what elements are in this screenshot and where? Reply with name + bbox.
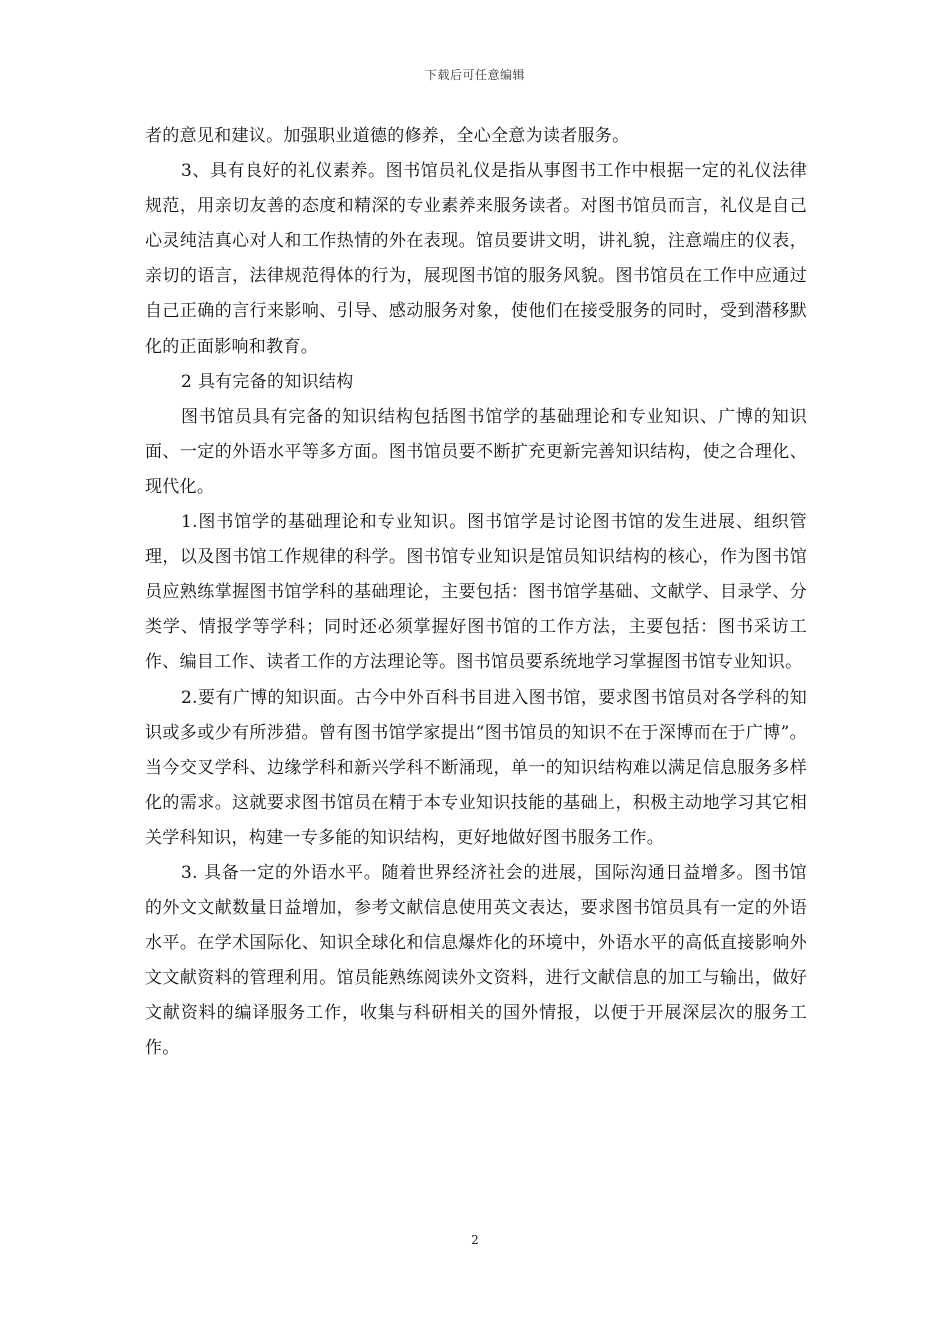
paragraph-etiquette: 3、具有良好的礼仪素养。图书馆员礼仪是指从事图书工作中根据一定的礼仪法律规范，用亲切友善的态度和精深的专业素养来服务读者。对图书馆员而言，礼仪是自己心灵纯洁真心对人和工作热情的外在表现。馆员要讲文明，讲礼貌，注意端庄的仪表，亲切的语言，法律规范得体的行为，展现图书馆的服务风貌。图书馆员在工作中应通过自己正确的言行来影响、引导、感动服务对象，使他们在接受服务的同时，受到潜移默化的正面影响和教育。 (145, 161, 807, 357)
paragraph-knowledge-intro: 图书馆员具有完备的知识结构包括图书馆学的基础理论和专业知识、广博的知识面、一定的外语水平等多方面。图书馆员要不断扩充更新完善知识结构，使之合理化、现代化。 (145, 406, 807, 497)
paragraph-continuation: 者的意见和建议。加强职业道德的修养，全心全意为读者服务。 (145, 126, 630, 146)
paragraph-foreign-language: 3. 具备一定的外语水平。随着世界经济社会的进展，国际沟通日益增多。图书馆的外文文献数量日益增加，参考文献信息使用英文表达，要求图书馆员具有一定的外语水平。在学术国际化、知识全球化和信息爆炸化的环境中，外语水平的高低直接影响外文文献资料的管理利用。馆员能熟练阅读外文资料，进行文献信息的加工与输出，做好文献资料的编译服务工作，收集与科研相关的国外情报，以便于开展深层次的服务工作。 (145, 862, 807, 1059)
page-number: 2 (471, 1233, 479, 1247)
section-heading-knowledge-structure: 2 具有完备的知识结构 (181, 371, 354, 392)
document-body (145, 119, 807, 1067)
header-note: 下载后可任意编辑 (424, 68, 525, 82)
paragraph-library-science: 1.图书馆学的基础理论和专业知识。图书馆学是讨论图书馆的发生进展、组织管理，以及图书馆工作规律的科学。图书馆专业知识是馆员知识结构的核心，作为图书馆员应熟练掌握图书馆学科的基础理论，主要包括：图书馆学基础、文献学、目录学、分类学、情报学等学科；同时还必须掌握好图书馆的工作方法，主要包括：图书采访工作、编目工作、读者工作的方法理论等。图书馆员要系统地学习掌握图书馆专业知识。 (145, 512, 807, 673)
paragraph-broad-knowledge: 2.要有广博的知识面。古今中外百科书目进入图书馆，要求图书馆员对各学科的知识或多或少有所涉猎。曾有图书馆学家提出“图书馆员的知识不在于深博而在于广博”。当今交叉学科、边缘学科和新兴学科不断涌现，单一的知识结构难以满足信息服务多样化的需求。这就要求图书馆员在精于本专业知识技能的基础上，积极主动地学习其它相关学科知识，构建一专多能的知识结构，更好地做好图书服务工作。 (145, 687, 807, 848)
